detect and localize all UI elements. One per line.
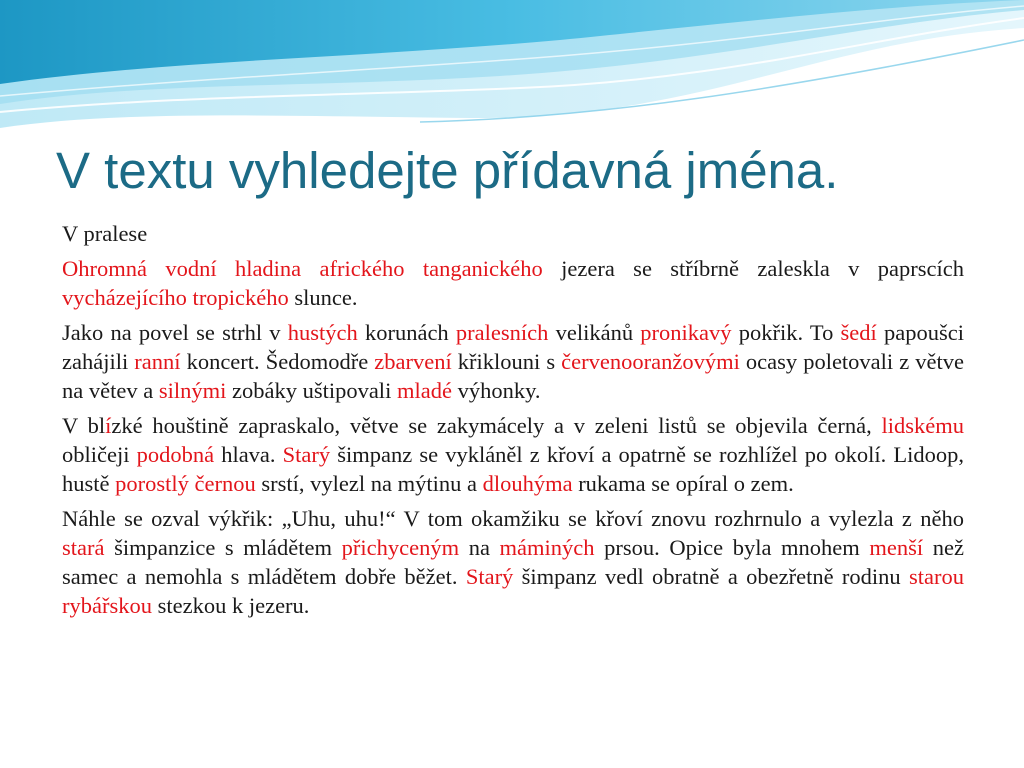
text-segment: papoušci zahájili (62, 320, 964, 374)
highlighted-adjective: Ohromná vodní hladina afrického tanganického (62, 256, 543, 281)
highlighted-adjective: silnými (158, 378, 227, 403)
highlighted-adjective: starou rybářskou (62, 564, 965, 618)
paragraph (62, 318, 964, 405)
text-segment: srstí, vylezl na mýtinu a (255, 471, 483, 496)
text-segment: ocasy poletovali z větve na větev a (62, 349, 964, 403)
highlighted-adjective: červenooranžovými (561, 349, 740, 374)
text-segment: na (459, 535, 500, 560)
header-wave-decoration (0, 0, 1024, 150)
highlighted-adjective: hustých (287, 320, 358, 345)
text-segment: rukama se opíral o zem. (572, 471, 794, 496)
text-segment: křiklouni s (451, 349, 562, 374)
text-segment: Jako na povel se strhl v (62, 320, 288, 345)
text-segment: korunách (357, 320, 456, 345)
highlighted-adjective: ranní (134, 349, 181, 374)
text-segment: výhonky. (451, 378, 541, 403)
text-segment: šimpanz se vykláněl z křoví a opatrně se rozhlížel po okolí. Lidoop, hustě (62, 442, 964, 496)
text-segment: než samec a nemohla s mládětem dobře běžet. (62, 535, 964, 589)
text-segment: šimpanz vedl obratně a obezřetně rodinu (513, 564, 910, 589)
highlighted-adjective: šedí (840, 320, 877, 345)
paragraph (62, 411, 964, 498)
text-segment: velikánů (548, 320, 641, 345)
text-segment: šimpanzice s mládětem (104, 535, 342, 560)
highlighted-adjective: dlouhýma (482, 471, 573, 496)
highlighted-adjective: Starý (282, 442, 331, 467)
text-segment: pokřik. To (731, 320, 841, 345)
highlighted-adjective: stará (62, 535, 105, 560)
text-segment: jezera se stříbrně zaleskla v paprscích (542, 256, 964, 281)
highlighted-adjective: vycházejícího tropického (62, 285, 289, 310)
text-segment: obličeji (62, 442, 137, 467)
highlighted-adjective: pralesních (455, 320, 549, 345)
text-segment: stezkou k jezeru. (151, 593, 310, 618)
text-segment: koncert. Šedomodře (180, 349, 375, 374)
highlighted-adjective: porostlý černou (115, 471, 256, 496)
highlighted-adjective: máminých (499, 535, 595, 560)
text-segment: slunce. (288, 285, 358, 310)
paragraph (62, 504, 964, 620)
text-segment: hlava. (214, 442, 283, 467)
slide-title: V textu vyhledejte přídavná jména. (56, 142, 839, 199)
highlighted-adjective: lidskému (881, 413, 964, 438)
text-segment: prsou. Opice byla mnohem (594, 535, 870, 560)
text-segment: V bl (62, 413, 106, 438)
highlighted-adjective: zbarvení (374, 349, 452, 374)
text-segment: zobáky uštipovali (226, 378, 397, 403)
highlighted-adjective: menší (869, 535, 924, 560)
text-segment: zké houštině zapraskalo, větve se zakymácely a v zeleni listů se objevila černá, (111, 413, 882, 438)
highlighted-adjective: Starý (465, 564, 514, 589)
highlighted-adjective: pronikavý (640, 320, 732, 345)
highlighted-adjective: mladé (396, 378, 452, 403)
story-heading (62, 219, 964, 248)
text-segment: V pralese (62, 221, 148, 246)
highlighted-adjective: podobná (136, 442, 215, 467)
highlighted-adjective: přichyceným (341, 535, 460, 560)
paragraph (62, 254, 964, 312)
text-body (62, 219, 964, 626)
text-segment: Náhle se ozval výkřik: „Uhu, uhu!“ V tom okamžiku se křoví znovu rozhrnulo a vylezla z něho (62, 506, 964, 531)
highlighted-adjective: í (105, 413, 112, 438)
